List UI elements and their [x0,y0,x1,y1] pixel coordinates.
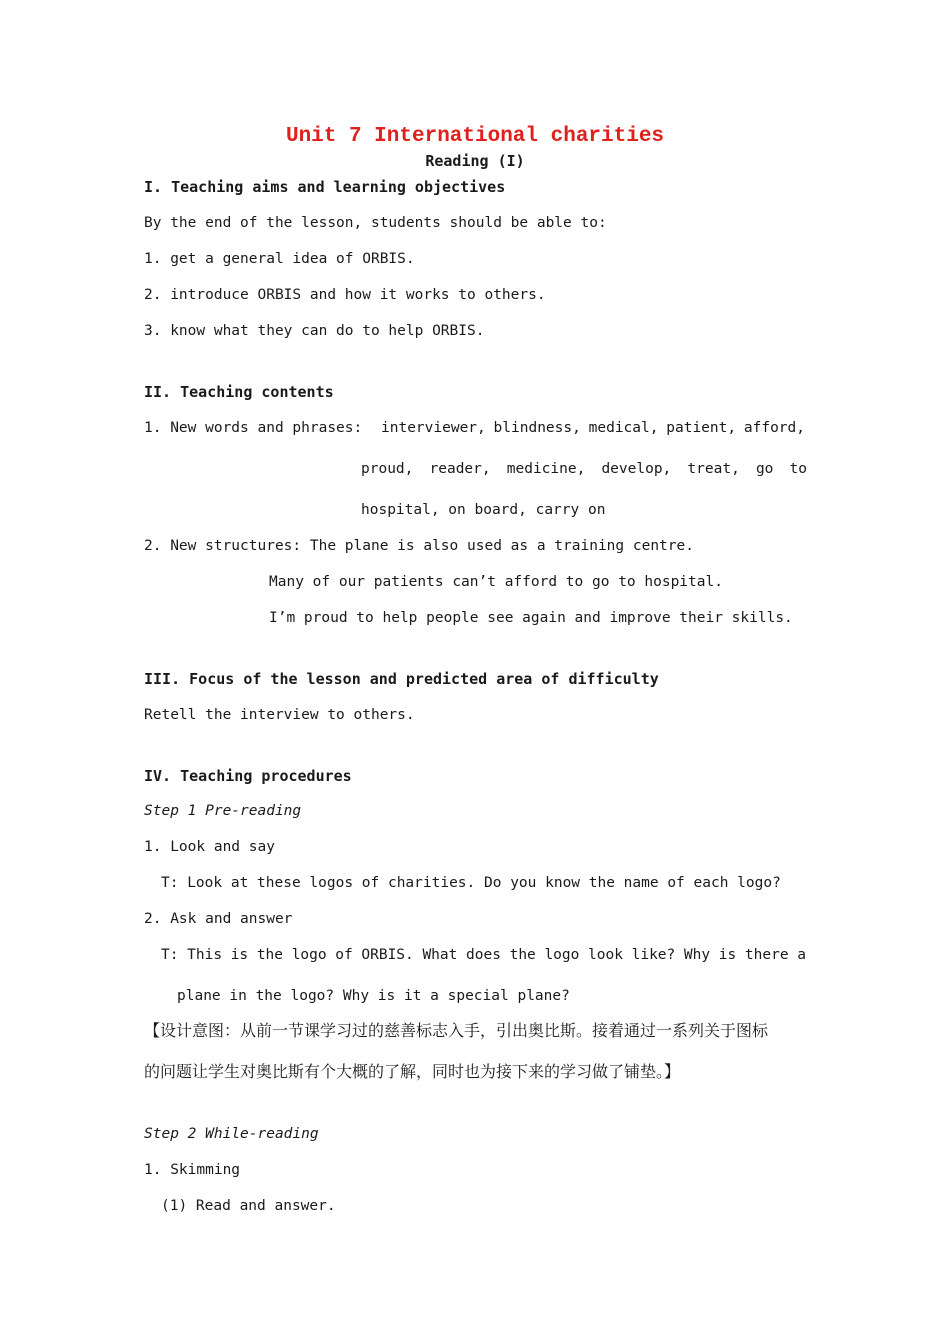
teacher-question-line [161,948,806,963]
section-3-heading: III. Focus of the lesson and predicted area of difficulty [144,670,659,688]
word: ORBIS. [361,947,414,963]
word: there [744,947,789,963]
word: patient, [666,420,737,436]
word: logo [544,947,580,963]
objective-item: 2. introduce ORBIS and how it works to others. [144,287,546,303]
structure-line: I’m proud to help people see again and improve their skills. [269,610,793,626]
word: logo [291,947,327,963]
word: go [755,461,774,477]
teacher-question-continuation: plane in the logo? Why is it a special plane? [177,988,570,1004]
word: like? [631,947,676,963]
word: medicine, [506,461,586,477]
teacher-line: T: Look at these logos of charities. Do you know the name of each logo? [161,875,781,891]
procedure-item: 2. Ask and answer [144,911,293,927]
word: treat, [687,461,740,477]
procedure-item: 1. Look and say [144,839,275,855]
word: is [230,947,249,963]
section-3-text: Retell the interview to others. [144,707,415,723]
word: reader, [429,461,491,477]
word: This [187,947,223,963]
design-intent-line: 【设计意图：从前一节课学习过的慈善标志入手，引出奥比斯。接着通过一系列关于图标 [144,1021,769,1040]
section-1-intro: By the end of the lesson, students should be able to: [144,215,607,231]
word: T: [161,947,179,963]
document-subtitle: Reading (I) [425,152,525,170]
word: proud, [361,461,414,477]
word: the [509,947,536,963]
word: Why [683,947,711,963]
section-4-heading: IV. Teaching procedures [144,767,352,785]
word: does [466,947,501,963]
word: a [797,947,806,963]
word: to [789,461,807,477]
words-line-1 [381,421,805,436]
sub-item: (1) Read and answer. [161,1198,336,1214]
procedure-item: 1. Skimming [144,1162,241,1178]
structures-prefix: 2. New structures: The plane is also used as a training centre. [144,538,694,554]
objective-item: 1. get a general idea of ORBIS. [144,251,415,267]
word: the [256,947,284,963]
word: develop, [601,461,672,477]
objective-item: 3. know what they can do to help ORBIS. [144,323,485,339]
section-2-heading: II. Teaching contents [144,383,334,401]
document-title: Unit 7 International charities [285,125,665,148]
step-2-label: Step 2 While-reading [144,1126,319,1142]
section-1-heading: I. Teaching aims and learning objectives [144,178,506,196]
word: afford, [743,420,805,436]
word: What [422,947,458,963]
words-line-3: hospital, on board, carry on [361,502,606,518]
word: is [718,947,737,963]
words-line-2 [361,462,807,477]
word: look [588,947,623,963]
word: interviewer, [381,420,486,436]
word: of [335,947,353,963]
words-prefix: 1. New words and phrases: [144,420,363,436]
word: medical, [588,420,659,436]
design-intent-line: 的问题让学生对奥比斯有个大概的了解，同时也为接下来的学习做了铺垫。】 [144,1062,681,1081]
structure-line: Many of our patients can’t afford to go to hospital. [269,574,723,590]
step-1-label: Step 1 Pre-reading [144,803,302,819]
word: blindness, [493,420,581,436]
